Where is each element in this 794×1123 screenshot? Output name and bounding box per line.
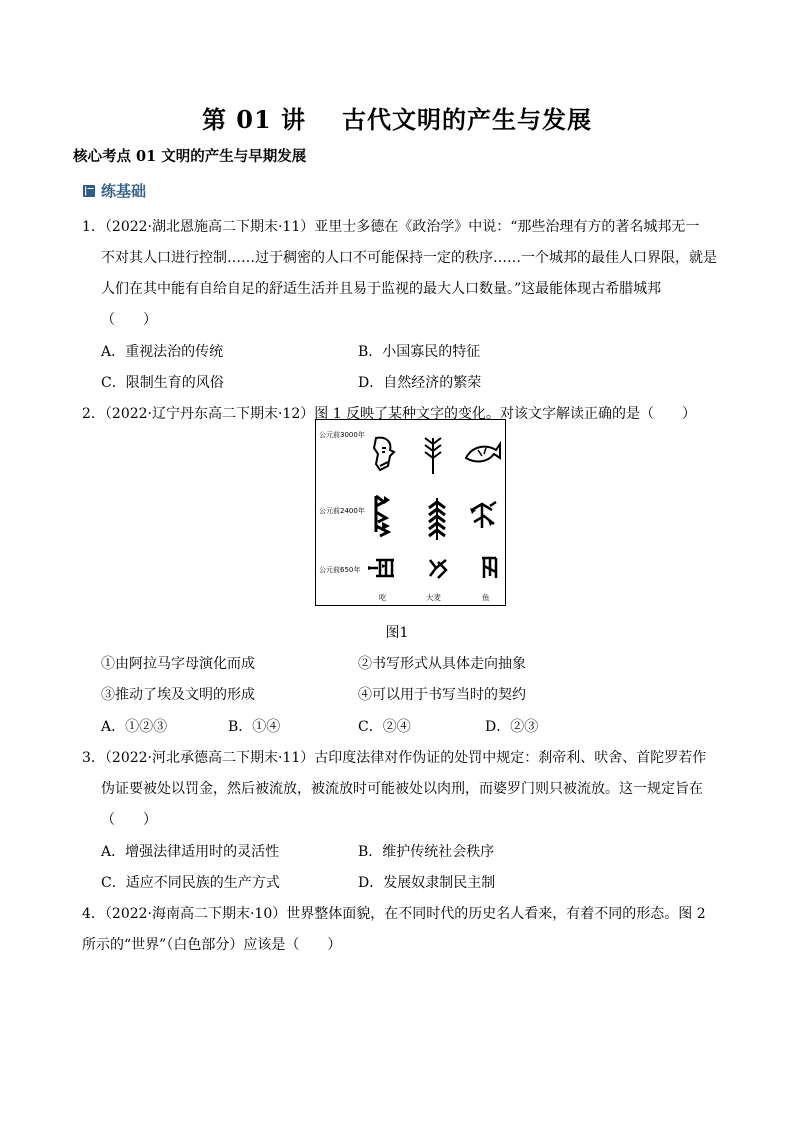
q4-line: 4．（2022·海南高二下期末·10）世界整体面貌，在不同时代的历史名人看来，有着不同的形态。图 2 bbox=[82, 906, 706, 922]
q2-statement-3: ③推动了埃及文明的形成 bbox=[101, 687, 255, 703]
glyph-caption-barley: 大麦 bbox=[426, 593, 441, 602]
q3-option-a: A．增强法律适用时的灵活性 bbox=[101, 844, 280, 860]
q3-line: 伪证要被处以罚金，然后被流放，被流放时可能被处以肉刑，而婆罗门则只被流放。这一规定旨在 bbox=[101, 781, 703, 797]
q3-option-c: C．适应不同民族的生产方式 bbox=[101, 875, 280, 891]
fish-cuneiform-glyph bbox=[468, 500, 498, 532]
q2-option-d: D．②③ bbox=[485, 719, 539, 735]
q1-option-c: C．限制生育的风俗 bbox=[101, 375, 224, 391]
barley-late-cuneiform-glyph bbox=[426, 556, 450, 582]
q1-answer-blank: （ ） bbox=[101, 312, 157, 328]
q2-statement-1: ①由阿拉马字母演化而成 bbox=[101, 656, 255, 672]
lecture-name: 古代文明的产生与发展 bbox=[342, 105, 593, 134]
section-label: 练基础 bbox=[101, 182, 147, 200]
cuneiform-figure bbox=[315, 419, 506, 606]
q3-line: 3．（2022·河北承德高二下期末·11）古印度法律对作伪证的处罚中规定：刹帝利、吠舍、首陀罗若作 bbox=[82, 750, 707, 766]
q2-option-a: A．①②③ bbox=[101, 719, 168, 735]
q2-line: 2．（2022·辽宁丹东高二下期末·12）图 1 反映了某种文字的变化。对该文字解读正确的是（ ） bbox=[82, 406, 697, 422]
barley-pictograph-glyph bbox=[421, 436, 445, 476]
q2-statement-2: ②书写形式从具体走向抽象 bbox=[358, 656, 526, 672]
figure-caption: 图1 bbox=[385, 625, 409, 641]
head-pictograph-glyph bbox=[368, 436, 402, 474]
era-label: 公元前650年 bbox=[319, 566, 361, 574]
q1-line: 不对其人口进行控制……过于稠密的人口不可能保持一定的秩序……一个城邦的最佳人口界限，就是 bbox=[101, 250, 717, 266]
section-heading bbox=[82, 180, 146, 201]
glyph-caption-eat: 吃 bbox=[379, 593, 387, 602]
fish-pictograph-glyph bbox=[464, 440, 502, 468]
barley-cuneiform-glyph bbox=[426, 496, 448, 542]
eat-late-cuneiform-glyph bbox=[368, 556, 396, 580]
book-icon bbox=[82, 184, 96, 198]
q3-option-d: D．发展奴隶制民主制 bbox=[358, 875, 496, 891]
q1-option-d: D．自然经济的繁荣 bbox=[358, 375, 482, 391]
eat-cuneiform-glyph bbox=[370, 492, 396, 538]
lecture-number: 第 01 讲 bbox=[201, 105, 307, 134]
q2-statement-4: ④可以用于书写当时的契约 bbox=[358, 687, 526, 703]
core-point-heading: 核心考点 01 文明的产生与早期发展 bbox=[73, 148, 307, 165]
q1-line: 1．（2022·湖北恩施高二下期末·11）亚里士多德在《政治学》中说：“那些治理有方的著名城邦无一 bbox=[82, 219, 700, 235]
q1-option-a: A．重视法治的传统 bbox=[101, 344, 224, 360]
q3-answer-blank: （ ） bbox=[101, 812, 157, 828]
q4-line: 所示的“世界”（白色部分）应该是（ ） bbox=[82, 937, 342, 953]
q3-option-b: B．维护传统社会秩序 bbox=[358, 844, 495, 860]
q1-line: 人们在其中能有自给自足的舒适生活并且易于监视的最大人口数量。”这最能体现古希腊城邦 bbox=[101, 281, 662, 297]
glyph-caption-fish: 鱼 bbox=[482, 593, 490, 602]
q2-option-c: C．②④ bbox=[358, 719, 411, 735]
q2-option-b: B．①④ bbox=[228, 719, 281, 735]
era-label: 公元前2400年 bbox=[319, 507, 365, 515]
era-label: 公元前3000年 bbox=[319, 431, 365, 439]
page-title bbox=[0, 100, 794, 135]
q1-option-b: B．小国寡民的特征 bbox=[358, 344, 481, 360]
fish-late-cuneiform-glyph bbox=[478, 554, 500, 580]
